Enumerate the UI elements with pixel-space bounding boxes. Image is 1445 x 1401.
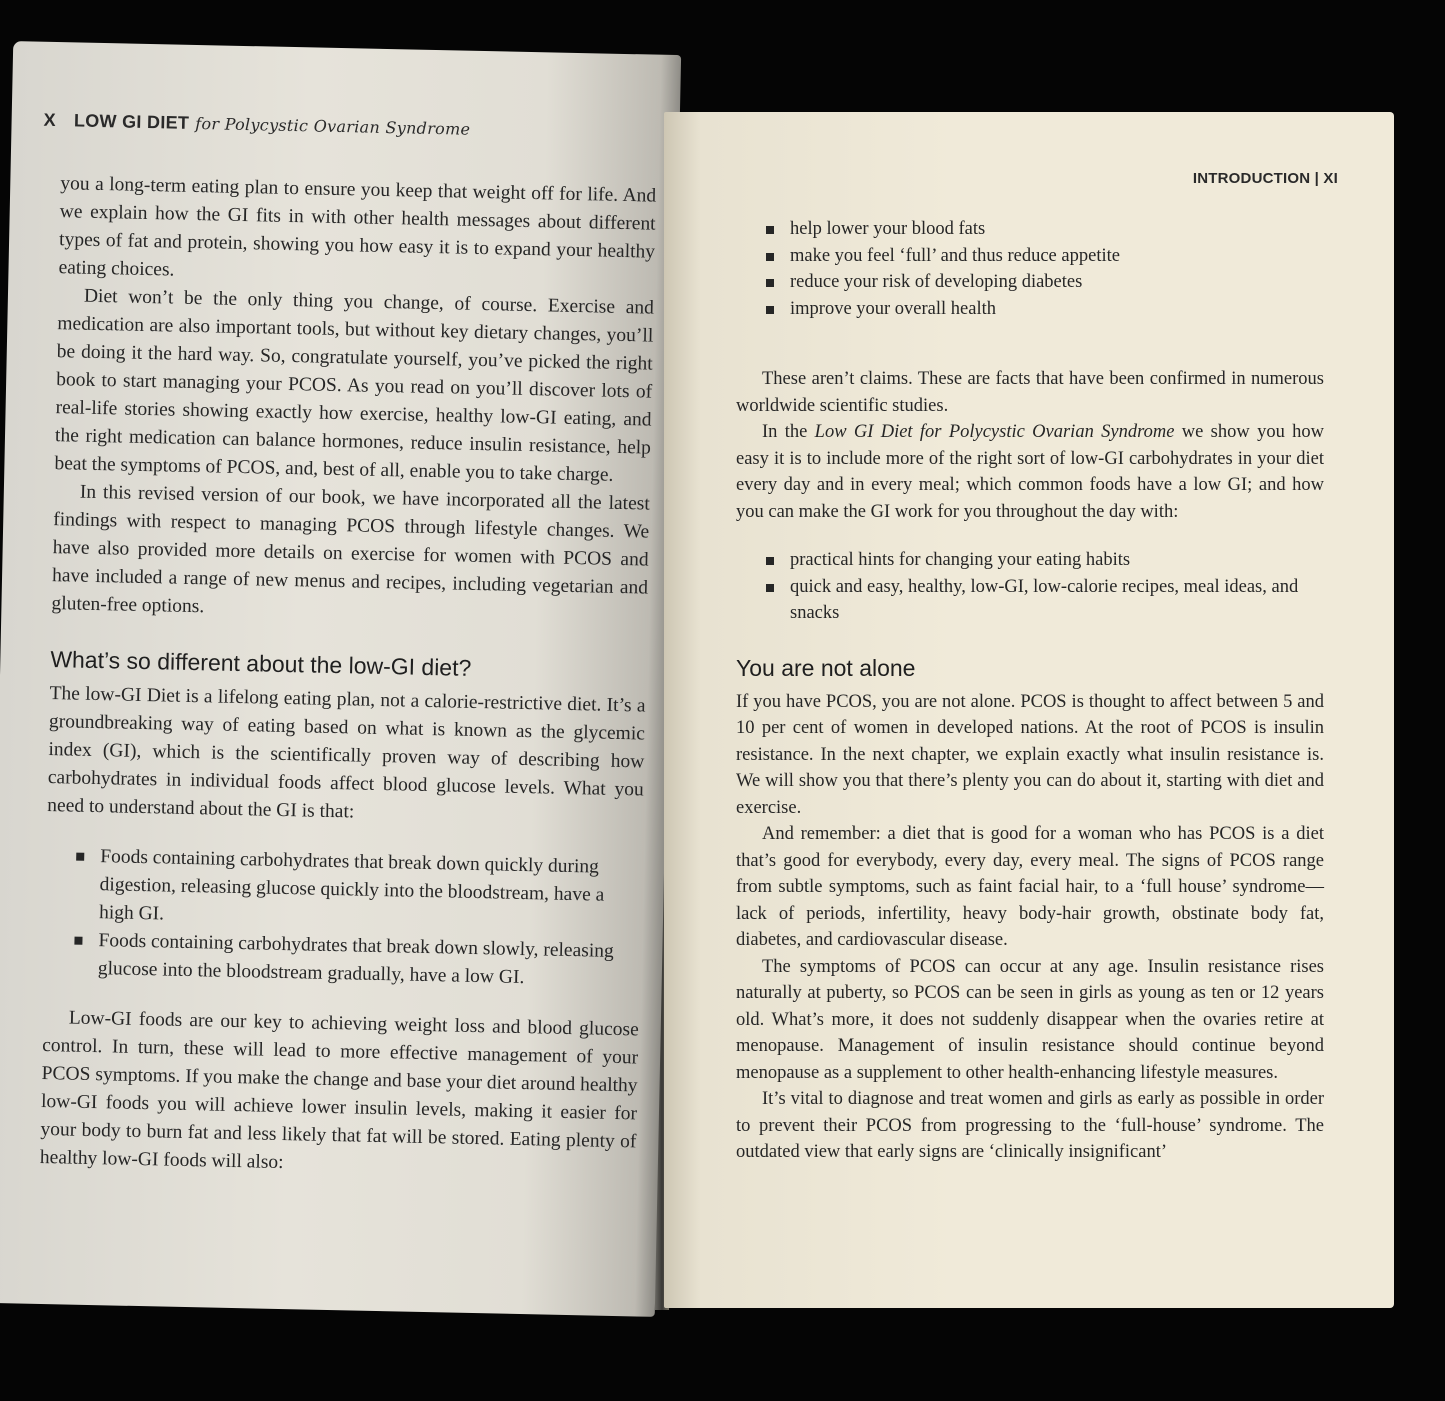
section-heading: You are not alone — [736, 654, 916, 681]
book-title-italic: Low GI Diet for Polycystic Ovarian Syndrome — [814, 422, 1175, 442]
square-bullet-icon — [766, 557, 774, 565]
paragraph: The symptoms of PCOS can occur at any age. Insulin resistance rises naturally at puberty, so PCOS can be seen in girls as young as ten or 12 years old. What’s more, it does not suddenly disappear when the ovaries retire at menopause. Management of insulin resistance should continue beyond menopause as a supplement to other health-enhancing lifestyle measures. — [736, 956, 1324, 1083]
paragraph-text: In the — [762, 422, 815, 442]
square-bullet-icon — [766, 279, 774, 287]
list-item — [74, 927, 641, 995]
paragraph: If you have PCOS, you are not alone. PCOS is thought to affect between 5 and 10 per cent of women in developed nations. At the root of PCOS is insulin resistance. In the next chapter, we explain exactly what insulin resistance is. We will show you that there’s plenty you can do about it, starting with diet and exercise. — [736, 691, 1324, 818]
list-item-text: make you feel ‘full’ and thus reduce appetite — [790, 245, 1120, 266]
paragraph: It’s vital to diagnose and treat women and girls as early as possible in order to prevent their PCOS from progressing to the ‘full-house’ syndrome. The outdated view that early signs are ‘clinically insignificant’ — [736, 1089, 1324, 1162]
bullet-list — [736, 216, 1324, 322]
bullet-list — [44, 842, 643, 994]
list-item-text: practical hints for changing your eating habits — [790, 550, 1131, 570]
paragraph: Low-GI foods are our key to achieving weight loss and blood glucose control. In turn, these will lead to more effective management of your PCOS symptoms. If you make the change and base your diet around healthy low-GI foods you will achieve lower insulin levels, making it easier for your body to burn fat and less likely that fat will be stored. Eating plenty of healthy low-GI foods will also: — [39, 1007, 639, 1174]
paragraph: The low-GI Diet is a lifelong eating plan, not a calorie-restrictive diet. It’s a groundbreaking way of eating based on what is known as the glycemic index (GI), which is the scientifically proven way of describing how carbohydrates in individual foods affect blood glucose levels. What you need to understand about the GI is that: — [47, 683, 646, 823]
list-item — [75, 843, 643, 939]
list-item-text: help lower your blood fats — [790, 219, 986, 239]
left-page-number: X — [43, 109, 57, 131]
square-bullet-icon — [76, 853, 84, 861]
paragraph: Diet won’t be the only thing you change, of course. Exercise and medication are also important tools, but without key dietary changes, you’ll be doing it the hard way. So, congratulate yourself, you’ve picked the right book to start managing your PCOS. As you read on you’ll discover lots of real-life stories showing exactly how exercise, healthy low-GI eating, and the right medication can balance hormones, reduce insulin resistance, help beat the symptoms of PCOS, and, best of all, enable you to take charge. — [54, 285, 655, 486]
paragraph — [736, 419, 1324, 525]
left-running-header — [43, 110, 470, 140]
list-item — [766, 574, 1324, 627]
square-bullet-icon — [74, 937, 82, 945]
right-page — [664, 112, 1394, 1308]
running-title: LOW GI DIET — [73, 110, 190, 133]
square-bullet-icon — [766, 584, 774, 592]
list-item-text: reduce your risk of developing diabetes — [790, 272, 1083, 292]
paragraph: you a long-term eating plan to ensure you keep that weight off for life. And we explain how the GI fits in with other health messages about different types of fat and protein, showing you how easy it is to expand your healthy eating choices. — [58, 173, 657, 281]
running-subtitle: for Polycystic Ovarian Syndrome — [195, 113, 471, 139]
list-item-text: improve your overall health — [790, 298, 997, 319]
list-item-text: Foods containing carbohydrates that break down slowly, releasing glucose into the bloodstream gradually, have a low GI. — [97, 930, 614, 989]
left-page — [0, 41, 681, 1317]
square-bullet-icon — [766, 306, 774, 314]
paragraph: These aren’t claims. These are facts that have been confirmed in numerous worldwide scientific studies. — [736, 369, 1324, 416]
paragraph-text: we show you how easy it is to include more of the right sort of low-GI carbohydrates in your diet every day and in every meal; which common foods have a low GI; and how you can make the GI work for you throughout the day with: — [736, 422, 1325, 522]
list-item-text: quick and easy, healthy, low-GI, low-calorie recipes, meal ideas, and snacks — [790, 576, 1299, 623]
bullet-list — [736, 547, 1324, 627]
list-item — [766, 547, 1324, 574]
list-item — [766, 269, 1324, 296]
list-item — [766, 216, 1324, 243]
left-body-text — [40, 170, 657, 1184]
right-body-text — [736, 216, 1324, 1166]
square-bullet-icon — [766, 253, 774, 261]
paragraph: And remember: a diet that is good for a woman who has PCOS is a diet that’s good for everybody, every day, every meal. The signs of PCOS range from subtle symptoms, such as faint facial hair, to a ‘full house’ syndrome—lack of periods, infertility, heavy body-hair growth, obstinate body fat, diabetes, and cardiovascular disease. — [736, 824, 1324, 950]
square-bullet-icon — [766, 226, 774, 234]
list-item-text: Foods containing carbohydrates that break down quickly during digestion, releasing glucose quickly into the bloodstream, have a high GI. — [98, 846, 605, 925]
paragraph: In this revised version of our book, we have incorporated all the latest findings with respect to managing PCOS through lifestyle changes. We have also provided more details on exercise for women with PCOS and have included a range of new menus and recipes, including vegetarian and gluten-free options. — [51, 481, 650, 618]
right-running-header: INTRODUCTION | XI — [1192, 170, 1338, 187]
list-item — [766, 296, 1324, 323]
section-heading: What’s so different about the low-GI diet? — [50, 646, 472, 681]
list-item — [766, 243, 1324, 270]
